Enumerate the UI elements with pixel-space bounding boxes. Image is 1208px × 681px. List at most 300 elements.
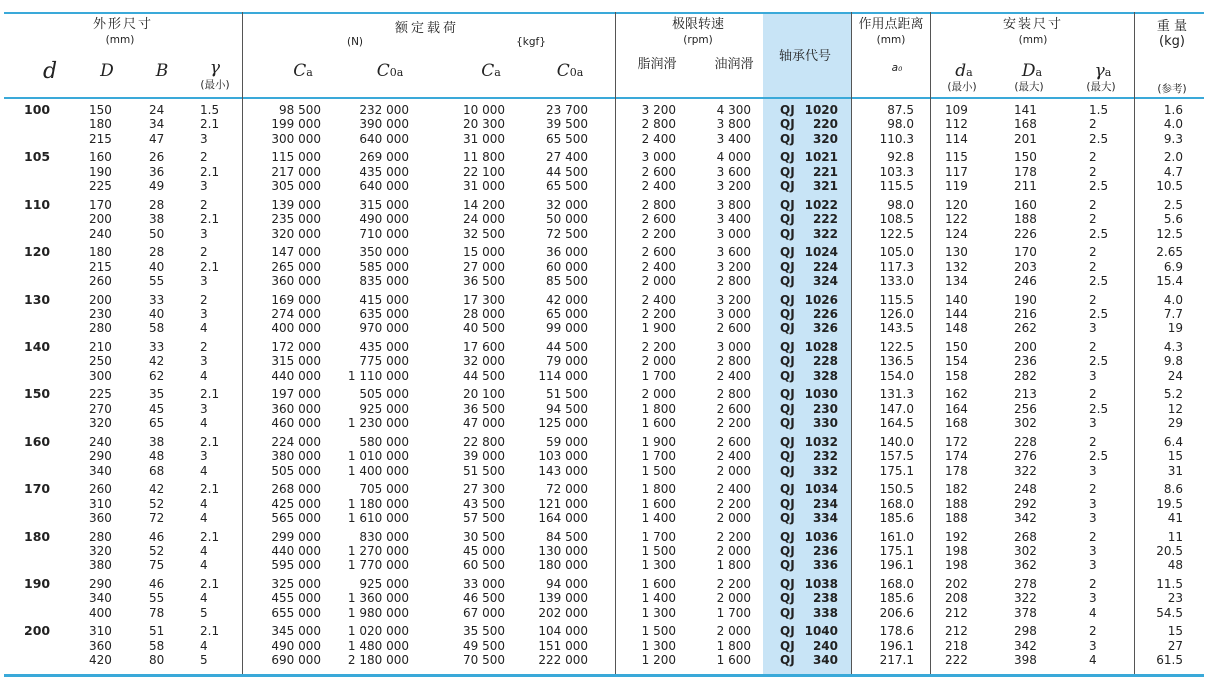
cell-Da: 282 xyxy=(1014,368,1037,383)
cell-a0: 98.0 xyxy=(887,197,914,212)
cell-da: 130 xyxy=(945,245,968,260)
cell-ca-n: 360 000 xyxy=(271,401,321,416)
cell-ra: 2 xyxy=(1089,164,1097,179)
cell-Da: 188 xyxy=(1014,212,1037,227)
cell-r: 3 xyxy=(200,307,208,321)
cell-ca-n: 217 000 xyxy=(271,164,321,179)
cell-da: 119 xyxy=(945,179,968,194)
cell-r: 3 xyxy=(200,179,208,194)
cell-Da: 203 xyxy=(1014,259,1037,274)
cell-ca-n: 274 000 xyxy=(271,307,321,321)
cell-c0a-kgf: 121 000 xyxy=(538,496,588,511)
cell-weight: 31 xyxy=(1167,463,1183,478)
cell-D: 190 xyxy=(89,164,112,179)
cell-speed-grease: 1 500 xyxy=(641,544,676,558)
cell-ca-kgf: 11 800 xyxy=(463,150,505,165)
cell-c0a-kgf: 103 000 xyxy=(538,449,588,464)
cell-d: 200 xyxy=(24,623,51,639)
cell-Da: 160 xyxy=(1014,197,1037,212)
cell-code-prefix: QJ xyxy=(780,529,795,544)
cell-weight: 2.5 xyxy=(1163,197,1183,212)
cell-ca-n: 360 000 xyxy=(271,274,321,288)
cell-speed-oil: 4 000 xyxy=(716,150,751,165)
cell-code-prefix: QJ xyxy=(780,624,795,639)
cell-B: 33 xyxy=(149,340,165,354)
cell-D: 340 xyxy=(89,591,112,606)
cell-speed-grease: 2 800 xyxy=(641,117,676,132)
cell-code-number: 220 xyxy=(812,117,838,132)
cell-d: 130 xyxy=(24,291,51,307)
cell-D: 180 xyxy=(89,117,112,132)
cell-D: 400 xyxy=(89,605,112,620)
cell-code-number: 1022 xyxy=(804,197,838,212)
cell-B: 35 xyxy=(149,387,165,402)
cell-B: 51 xyxy=(149,624,165,639)
cell-speed-grease: 2 400 xyxy=(641,179,676,194)
cell-c0a-kgf: 79 000 xyxy=(546,354,588,369)
cell-code-number: 326 xyxy=(812,321,838,336)
cell-speed-oil: 3 000 xyxy=(716,307,751,321)
cell-speed-oil: 2 400 xyxy=(716,482,751,497)
cell-weight: 2.0 xyxy=(1163,150,1183,165)
cell-c0a-n: 1 180 000 xyxy=(347,496,409,511)
cell-ca-kgf: 20 300 xyxy=(463,117,505,132)
cell-speed-oil: 2 600 xyxy=(716,434,751,449)
cell-a0: 87.5 xyxy=(887,103,914,117)
cell-c0a-n: 580 000 xyxy=(359,434,409,449)
cell-speed-grease: 1 300 xyxy=(641,638,676,653)
cell-r: 2.1 xyxy=(200,624,220,639)
cell-r: 5 xyxy=(200,605,208,620)
cell-r: 4 xyxy=(200,558,208,573)
cell-d: 140 xyxy=(24,339,51,354)
cell-c0a-kgf: 222 000 xyxy=(538,653,588,668)
cell-ca-n: 595 000 xyxy=(271,558,321,573)
cell-ca-kgf: 43 500 xyxy=(463,496,505,511)
cell-code-number: 321 xyxy=(812,179,838,194)
cell-r: 2 xyxy=(200,340,208,354)
cell-ra: 3 xyxy=(1089,416,1097,431)
cell-speed-oil: 3 800 xyxy=(716,197,751,212)
cell-speed-oil: 2 400 xyxy=(716,449,751,464)
cell-code-prefix: QJ xyxy=(780,638,795,653)
cell-speed-oil: 4 300 xyxy=(716,103,751,117)
cell-ra: 2 xyxy=(1089,245,1097,260)
cell-D: 150 xyxy=(89,103,112,117)
cell-a0: 150.5 xyxy=(879,482,914,497)
cell-d: 120 xyxy=(24,244,51,260)
cell-code-prefix: QJ xyxy=(780,496,795,511)
cell-ca-kgf: 60 500 xyxy=(463,558,505,573)
cell-B: 58 xyxy=(149,638,165,653)
cell-B: 49 xyxy=(149,179,165,194)
cell-r: 3 xyxy=(200,449,208,464)
cell-speed-oil: 2 400 xyxy=(716,368,751,383)
cell-speed-oil: 1 800 xyxy=(716,558,751,573)
cell-ra: 2.5 xyxy=(1089,307,1109,321)
cell-B: 55 xyxy=(149,274,165,288)
cell-a0: 185.6 xyxy=(879,511,914,525)
cell-code-number: 1021 xyxy=(804,150,838,165)
cell-ca-kgf: 17 300 xyxy=(463,292,505,307)
cell-weight: 10.5 xyxy=(1156,179,1183,194)
cell-code-number: 1026 xyxy=(804,292,838,307)
cell-ca-n: 490 000 xyxy=(271,638,321,653)
cell-speed-oil: 3 400 xyxy=(716,131,751,146)
cell-code-prefix: QJ xyxy=(780,179,795,194)
cell-ra: 3 xyxy=(1089,591,1097,606)
cell-Da: 362 xyxy=(1014,558,1037,573)
cell-c0a-n: 1 270 000 xyxy=(347,544,409,558)
cell-ca-kgf: 36 500 xyxy=(463,401,505,416)
cell-a0: 122.5 xyxy=(879,226,914,241)
cell-weight: 19.5 xyxy=(1156,496,1183,511)
outer-dims-title: 外形尺寸 xyxy=(92,17,154,32)
cell-c0a-kgf: 104 000 xyxy=(538,624,588,639)
cell-c0a-n: 1 010 000 xyxy=(347,449,409,464)
cell-c0a-n: 2 180 000 xyxy=(347,653,409,668)
cell-speed-oil: 2 000 xyxy=(716,624,751,639)
cell-da: 172 xyxy=(945,434,968,449)
cell-da: 144 xyxy=(945,307,968,321)
cell-speed-oil: 2 000 xyxy=(716,511,751,525)
cell-ra: 2 xyxy=(1089,529,1097,544)
col-ra-max: (最大) xyxy=(1086,81,1116,93)
cell-da: 148 xyxy=(945,321,968,336)
cell-Da: 150 xyxy=(1014,150,1037,165)
cell-Da: 226 xyxy=(1014,226,1037,241)
cell-B: 55 xyxy=(149,591,165,606)
cell-speed-oil: 2 200 xyxy=(716,416,751,431)
cell-r: 3 xyxy=(200,354,208,369)
col-a0: a₀ xyxy=(891,62,903,74)
cell-speed-oil: 2 800 xyxy=(716,387,751,402)
cell-Da: 228 xyxy=(1014,434,1037,449)
cell-a0: 122.5 xyxy=(879,340,914,354)
cell-speed-oil: 3 600 xyxy=(716,245,751,260)
cell-r: 2.1 xyxy=(200,434,220,449)
cell-weight: 5.2 xyxy=(1163,387,1183,402)
cell-c0a-n: 1 360 000 xyxy=(347,591,409,606)
cell-Da: 256 xyxy=(1014,401,1037,416)
cell-a0: 217.1 xyxy=(879,653,914,668)
cell-speed-grease: 1 700 xyxy=(641,368,676,383)
cell-ca-kgf: 22 100 xyxy=(463,164,505,179)
cell-r: 4 xyxy=(200,416,208,431)
cell-da: 117 xyxy=(945,164,968,179)
cell-ca-n: 265 000 xyxy=(271,259,321,274)
cell-ca-kgf: 24 000 xyxy=(463,212,505,227)
cell-r: 2.1 xyxy=(200,529,220,544)
cell-speed-grease: 1 800 xyxy=(641,401,676,416)
cell-B: 42 xyxy=(149,354,165,369)
cell-D: 310 xyxy=(89,624,112,639)
cell-speed-grease: 1 900 xyxy=(641,321,676,336)
cell-ca-kgf: 28 000 xyxy=(463,307,505,321)
cell-D: 280 xyxy=(89,529,112,544)
cell-code-prefix: QJ xyxy=(780,226,795,241)
cell-code-prefix: QJ xyxy=(780,434,795,449)
cell-B: 40 xyxy=(149,259,165,274)
cell-ra: 2 xyxy=(1089,482,1097,497)
cell-code-number: 1024 xyxy=(804,245,838,260)
cell-weight: 2.65 xyxy=(1156,245,1183,260)
cell-c0a-kgf: 51 500 xyxy=(546,387,588,402)
cell-da: 198 xyxy=(945,558,968,573)
cell-ca-kgf: 22 800 xyxy=(463,434,505,449)
cell-c0a-kgf: 44 500 xyxy=(546,340,588,354)
bottom-rule xyxy=(4,674,1204,677)
cell-Da: 276 xyxy=(1014,449,1037,464)
cell-weight: 27 xyxy=(1167,638,1183,653)
cell-code-number: 1030 xyxy=(804,387,838,402)
cell-B: 78 xyxy=(149,605,165,620)
cell-c0a-kgf: 99 000 xyxy=(546,321,588,336)
cell-speed-oil: 1 600 xyxy=(716,653,751,668)
cell-code-prefix: QJ xyxy=(780,368,795,383)
cell-B: 36 xyxy=(149,164,165,179)
divider xyxy=(851,12,852,674)
cell-r: 2.1 xyxy=(200,482,220,497)
cell-code-prefix: QJ xyxy=(780,340,795,354)
cell-ra: 2.5 xyxy=(1089,449,1109,464)
cell-ca-n: 345 000 xyxy=(271,624,321,639)
cell-D: 420 xyxy=(89,653,112,668)
cell-ra: 1.5 xyxy=(1089,103,1109,117)
cell-weight: 8.6 xyxy=(1163,482,1183,497)
cell-D: 215 xyxy=(89,259,112,274)
cell-a0: 103.3 xyxy=(879,164,914,179)
cell-D: 300 xyxy=(89,368,112,383)
cell-da: 112 xyxy=(945,117,968,132)
cell-code-prefix: QJ xyxy=(780,292,795,307)
cell-B: 72 xyxy=(149,511,165,525)
cell-c0a-kgf: 84 500 xyxy=(546,529,588,544)
weight-unit: (kg) xyxy=(1159,34,1185,49)
cell-ca-n: 147 000 xyxy=(271,245,321,260)
cell-code-number: 1034 xyxy=(804,482,838,497)
cell-ca-n: 320 000 xyxy=(271,226,321,241)
cell-D: 260 xyxy=(89,482,112,497)
cell-ca-kgf: 40 500 xyxy=(463,321,505,336)
cell-r: 1.5 xyxy=(200,103,220,117)
cell-ra: 2.5 xyxy=(1089,179,1109,194)
cell-Da: 236 xyxy=(1014,354,1037,369)
cell-code-prefix: QJ xyxy=(780,321,795,336)
cell-r: 2.1 xyxy=(200,387,220,402)
cell-speed-oil: 2 000 xyxy=(716,463,751,478)
cell-Da: 262 xyxy=(1014,321,1037,336)
cell-ca-kgf: 57 500 xyxy=(463,511,505,525)
cell-Da: 141 xyxy=(1014,103,1037,117)
cell-r: 4 xyxy=(200,368,208,383)
cell-weight: 15 xyxy=(1167,449,1183,464)
cell-ra: 2 xyxy=(1089,212,1097,227)
cell-c0a-n: 1 400 000 xyxy=(347,463,409,478)
cell-speed-grease: 1 900 xyxy=(641,434,676,449)
cell-D: 215 xyxy=(89,131,112,146)
cell-c0a-n: 640 000 xyxy=(359,131,409,146)
cell-B: 52 xyxy=(149,496,165,511)
cell-weight: 11 xyxy=(1167,529,1183,544)
cell-code-number: 230 xyxy=(812,401,838,416)
cell-a0: 161.0 xyxy=(879,529,914,544)
cell-da: 222 xyxy=(945,653,968,668)
cell-speed-grease: 1 400 xyxy=(641,591,676,606)
cell-B: 26 xyxy=(149,150,165,165)
cell-speed-oil: 2 600 xyxy=(716,401,751,416)
cell-a0: 143.5 xyxy=(879,321,914,336)
cell-c0a-n: 490 000 xyxy=(359,212,409,227)
cell-c0a-kgf: 85 500 xyxy=(546,274,588,288)
cell-code-number: 338 xyxy=(812,605,838,620)
col-ca-kgf: Ca xyxy=(481,61,501,81)
cell-Da: 211 xyxy=(1014,179,1037,194)
cell-B: 47 xyxy=(149,131,165,146)
cell-a0: 140.0 xyxy=(879,434,914,449)
cell-speed-grease: 1 200 xyxy=(641,653,676,668)
cell-ca-kgf: 47 000 xyxy=(463,416,505,431)
cell-da: 150 xyxy=(945,340,968,354)
cell-speed-grease: 2 000 xyxy=(641,354,676,369)
cell-weight: 9.8 xyxy=(1163,354,1183,369)
cell-ca-n: 380 000 xyxy=(271,449,321,464)
cell-r: 3 xyxy=(200,131,208,146)
cell-code-number: 334 xyxy=(812,511,838,525)
cell-code-prefix: QJ xyxy=(780,482,795,497)
cell-B: 48 xyxy=(149,449,165,464)
cell-speed-oil: 3 000 xyxy=(716,340,751,354)
cell-weight: 24 xyxy=(1167,368,1183,383)
cell-Da: 178 xyxy=(1014,164,1037,179)
cell-speed-oil: 2 800 xyxy=(716,354,751,369)
cell-ca-kgf: 46 500 xyxy=(463,591,505,606)
cell-Da: 342 xyxy=(1014,511,1037,525)
cell-weight: 48 xyxy=(1167,558,1183,573)
cell-weight: 12 xyxy=(1167,401,1183,416)
cell-ca-n: 305 000 xyxy=(271,179,321,194)
cell-ra: 2.5 xyxy=(1089,354,1109,369)
cell-c0a-n: 835 000 xyxy=(359,274,409,288)
cell-code-prefix: QJ xyxy=(780,212,795,227)
cell-code-prefix: QJ xyxy=(780,274,795,288)
cell-c0a-kgf: 42 000 xyxy=(546,292,588,307)
cell-c0a-n: 775 000 xyxy=(359,354,409,369)
cell-r: 2.1 xyxy=(200,259,220,274)
cell-ca-n: 440 000 xyxy=(271,544,321,558)
cell-c0a-n: 925 000 xyxy=(359,401,409,416)
cell-code-prefix: QJ xyxy=(780,463,795,478)
cell-ca-kgf: 33 000 xyxy=(463,577,505,591)
cell-weight: 6.9 xyxy=(1163,259,1183,274)
cell-d: 110 xyxy=(24,196,51,212)
cell-da: 158 xyxy=(945,368,968,383)
cell-speed-oil: 2 000 xyxy=(716,591,751,606)
cell-c0a-n: 1 980 000 xyxy=(347,605,409,620)
cell-a0: 164.5 xyxy=(879,416,914,431)
cell-ca-kgf: 35 500 xyxy=(463,624,505,639)
limit-speed-title: 极限转速 xyxy=(671,17,725,32)
cell-weight: 15 xyxy=(1167,624,1183,639)
cell-speed-oil: 3 400 xyxy=(716,212,751,227)
cell-code-prefix: QJ xyxy=(780,150,795,165)
cell-code-prefix: QJ xyxy=(780,416,795,431)
cell-Da: 213 xyxy=(1014,387,1037,402)
cell-B: 38 xyxy=(149,434,165,449)
cell-r: 2.1 xyxy=(200,117,220,132)
cell-speed-oil: 2 800 xyxy=(716,274,751,288)
cell-B: 75 xyxy=(149,558,165,573)
cell-B: 62 xyxy=(149,368,165,383)
cell-Da: 246 xyxy=(1014,274,1037,288)
cell-weight: 61.5 xyxy=(1156,653,1183,668)
cell-ca-n: 197 000 xyxy=(271,387,321,402)
cell-B: 40 xyxy=(149,307,165,321)
cell-ra: 2 xyxy=(1089,292,1097,307)
cell-d: 100 xyxy=(24,102,51,117)
cell-r: 4 xyxy=(200,638,208,653)
cell-r: 3 xyxy=(200,274,208,288)
cell-da: 168 xyxy=(945,416,968,431)
cell-code-number: 332 xyxy=(812,463,838,478)
cell-c0a-n: 415 000 xyxy=(359,292,409,307)
cell-speed-grease: 1 400 xyxy=(641,511,676,525)
cell-code-prefix: QJ xyxy=(780,103,795,117)
cell-ca-kgf: 45 000 xyxy=(463,544,505,558)
col-c0a-kgf: C0a xyxy=(556,61,584,81)
cell-a0: 178.6 xyxy=(879,624,914,639)
cell-code-prefix: QJ xyxy=(780,131,795,146)
cell-ca-n: 268 000 xyxy=(271,482,321,497)
cell-c0a-n: 232 000 xyxy=(359,103,409,117)
cell-r: 4 xyxy=(200,321,208,336)
cell-c0a-n: 1 020 000 xyxy=(347,624,409,639)
cell-weight: 4.7 xyxy=(1163,164,1183,179)
cell-ca-kgf: 17 600 xyxy=(463,340,505,354)
cell-ca-n: 224 000 xyxy=(271,434,321,449)
cell-ca-kgf: 10 000 xyxy=(463,103,505,117)
cell-D: 180 xyxy=(89,245,112,260)
cell-ra: 2 xyxy=(1089,340,1097,354)
cell-ra: 3 xyxy=(1089,511,1097,525)
cell-Da: 190 xyxy=(1014,292,1037,307)
cell-ra: 2.5 xyxy=(1089,226,1109,241)
cell-Da: 216 xyxy=(1014,307,1037,321)
cell-c0a-n: 390 000 xyxy=(359,117,409,132)
cell-D: 380 xyxy=(89,558,112,573)
cell-B: 80 xyxy=(149,653,165,668)
cell-c0a-kgf: 114 000 xyxy=(538,368,588,383)
cell-c0a-n: 640 000 xyxy=(359,179,409,194)
cell-r: 5 xyxy=(200,653,208,668)
cell-da: 188 xyxy=(945,511,968,525)
cell-ra: 2 xyxy=(1089,434,1097,449)
cell-da: 122 xyxy=(945,212,968,227)
cell-r: 2.1 xyxy=(200,212,220,227)
cell-a0: 92.8 xyxy=(887,150,914,165)
cell-D: 160 xyxy=(89,150,112,165)
cell-c0a-kgf: 125 000 xyxy=(538,416,588,431)
cell-B: 52 xyxy=(149,544,165,558)
cell-weight: 9.3 xyxy=(1163,131,1183,146)
col-grease: 脂润滑 xyxy=(637,57,677,72)
cell-c0a-n: 970 000 xyxy=(359,321,409,336)
cell-c0a-kgf: 23 700 xyxy=(546,103,588,117)
cell-D: 280 xyxy=(89,321,112,336)
cell-ca-n: 235 000 xyxy=(271,212,321,227)
cell-a0: 175.1 xyxy=(879,463,914,478)
cell-code-number: 226 xyxy=(812,307,838,321)
